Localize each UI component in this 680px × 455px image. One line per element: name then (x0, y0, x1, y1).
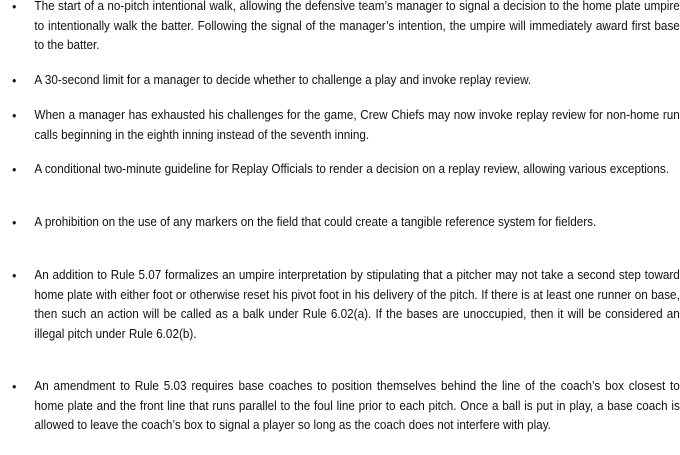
list-item-text: A conditional two-minute guideline for Replay Officials to render a decision on a replay review, allowing various exceptions. (34, 162, 669, 176)
bullet-icon: • (12, 0, 17, 14)
list-item-text: An amendment to Rule 5.03 requires base coaches to position themselves behind the line of the coach’s box closest to home plate and the front line that runs parallel to the foul line prior to each pitch. Once a ball is put in play, a base coach is allowed to leave the coach’s box to signal a player so long as the coach does not interfere with play. (34, 379, 680, 432)
bullet-icon: • (12, 162, 17, 177)
list-item-text: When a manager has exhausted his challenges for the game, Crew Chiefs may now invoke replay review for non-home run calls beginning in the eighth inning instead of the seventh inning. (34, 108, 680, 142)
bullet-icon: • (12, 108, 17, 123)
bullet-icon: • (12, 73, 17, 88)
list-item-crew-chief-review (0, 106, 680, 145)
bullet-icon: • (12, 268, 17, 283)
list-item-replay-guideline (0, 160, 680, 180)
list-item-rule-5-07 (0, 266, 680, 344)
list-item-text: The start of a no-pitch intentional walk, allowing the defensive team’s manager to signal a decision to the home plate umpire to intentionally walk the batter. Following the signal of the manager’s intention, the umpire will immediately award first base to the batter. (34, 0, 680, 52)
list-item-no-pitch-intentional-walk (0, 0, 680, 56)
list-item-text: An addition to Rule 5.07 formalizes an umpire interpretation by stipulating that a pitcher may not take a second step toward home plate with either foot or otherwise reset his pivot foot in his delivery of the pitch. If there is at least one runner on base, then such an action will be called as a balk under Rule 6.02(a). If the bases are unoccupied, then it will be considered an illegal pitch under Rule 6.02(b). (34, 268, 680, 341)
bullet-icon: • (12, 215, 17, 230)
bullet-icon: • (12, 379, 17, 394)
list-item-rule-5-03 (0, 377, 680, 436)
list-item-text: A prohibition on the use of any markers on the field that could create a tangible reference system for fielders. (34, 215, 597, 229)
list-item-challenge-time-limit (0, 71, 680, 91)
list-item-field-markers (0, 213, 680, 233)
list-item-text: A 30-second limit for a manager to decide whether to challenge a play and invoke replay review. (34, 73, 532, 87)
